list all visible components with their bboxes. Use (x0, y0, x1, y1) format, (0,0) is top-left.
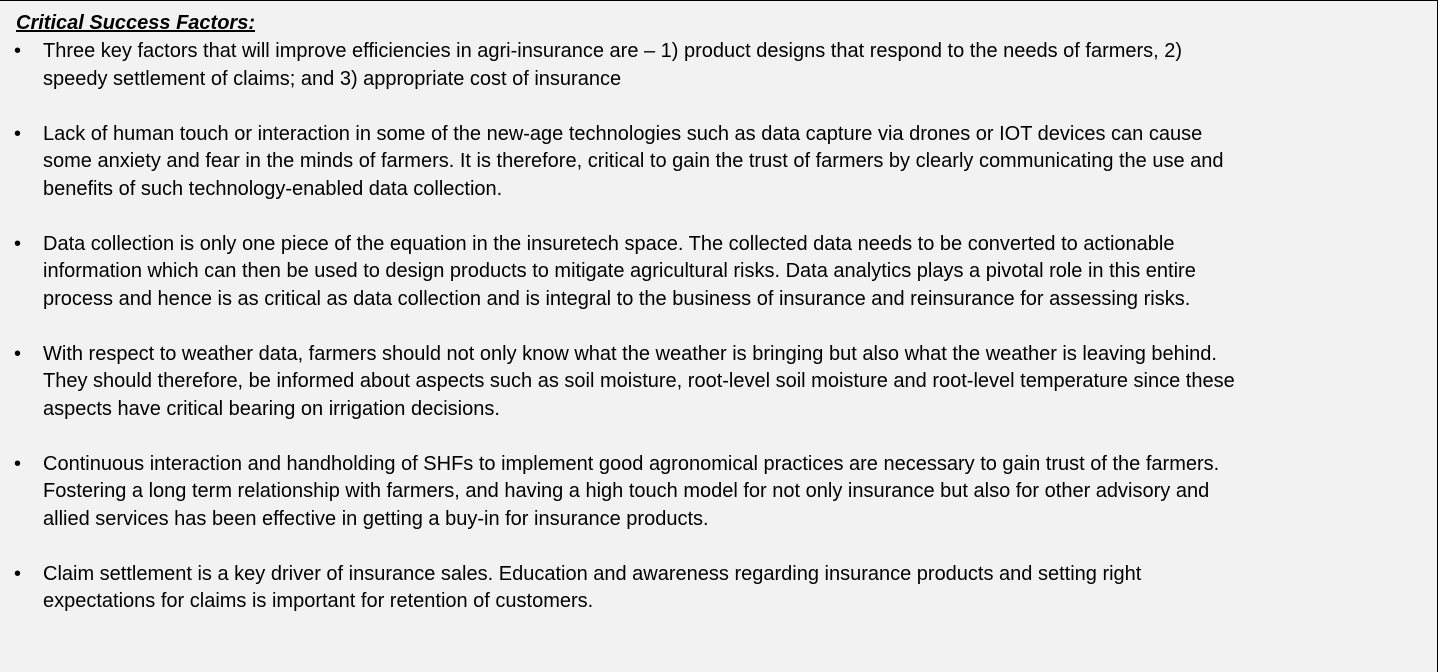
bullet-icon: • (14, 232, 22, 255)
list-item (0, 341, 1430, 424)
list-item-line: Lack of human touch or interaction in some of the new-age technologies such as data capture via drones or IOT devices can cause (43, 122, 1203, 145)
list-item-line: With respect to weather data, farmers should not only know what the weather is bringing but also what the weather is leaving behind. (43, 342, 1217, 365)
list-item-line: allied services has been effective in getting a buy-in for insurance products. (43, 507, 709, 530)
bullet-icon: • (14, 452, 22, 475)
list-item-line: speedy settlement of claims; and 3) appropriate cost of insurance (43, 67, 622, 90)
section-heading: Critical Success Factors: (16, 12, 255, 34)
list-item-line: process and hence is as critical as data collection and is integral to the business of insurance and reinsurance for assessing risks. (43, 287, 1191, 310)
list-item-line: aspects have critical bearing on irrigation decisions. (43, 397, 500, 420)
bullet-icon: • (14, 122, 22, 145)
list-item-line: Data collection is only one piece of the equation in the insuretech space. The collected data needs to be converted to actionable (43, 232, 1175, 255)
bullet-icon: • (14, 562, 22, 585)
list-item-line: expectations for claims is important for retention of customers. (43, 590, 594, 612)
list-item-line: benefits of such technology-enabled data collection. (43, 177, 503, 200)
list-item (0, 561, 1430, 616)
list-item-line: Claim settlement is a key driver of insurance sales. Education and awareness regarding insurance products and setting right (43, 562, 1142, 585)
list-item-line: Continuous interaction and handholding of SHFs to implement good agronomical practices are necessary to gain trust of the farmers. (43, 452, 1220, 475)
list-item-line: some anxiety and fear in the minds of farmers. It is therefore, critical to gain the trust of farmers by clearly communicating the use and (43, 150, 1224, 172)
list-item-line: Fostering a long term relationship with farmers, and having a high touch model for not only insurance but also for other advisory and (43, 480, 1210, 502)
list-item (0, 231, 1430, 314)
list-item (0, 38, 1430, 93)
list-item (0, 451, 1430, 534)
list-item (0, 121, 1430, 204)
list-item-line: information which can then be used to design products to mitigate agricultural risks. Data analytics plays a pivotal role in this entire (43, 260, 1196, 282)
success-factors-list (0, 38, 1430, 643)
bullet-icon: • (14, 40, 22, 62)
list-item-line: Three key factors that will improve efficiencies in agri-insurance are – 1) product designs that respond to the needs of farmers, 2) (43, 40, 1183, 62)
bullet-icon: • (14, 342, 22, 365)
list-item-line: They should therefore, be informed about aspects such as soil moisture, root-level soil moisture and root-level temperature since these (43, 370, 1235, 392)
